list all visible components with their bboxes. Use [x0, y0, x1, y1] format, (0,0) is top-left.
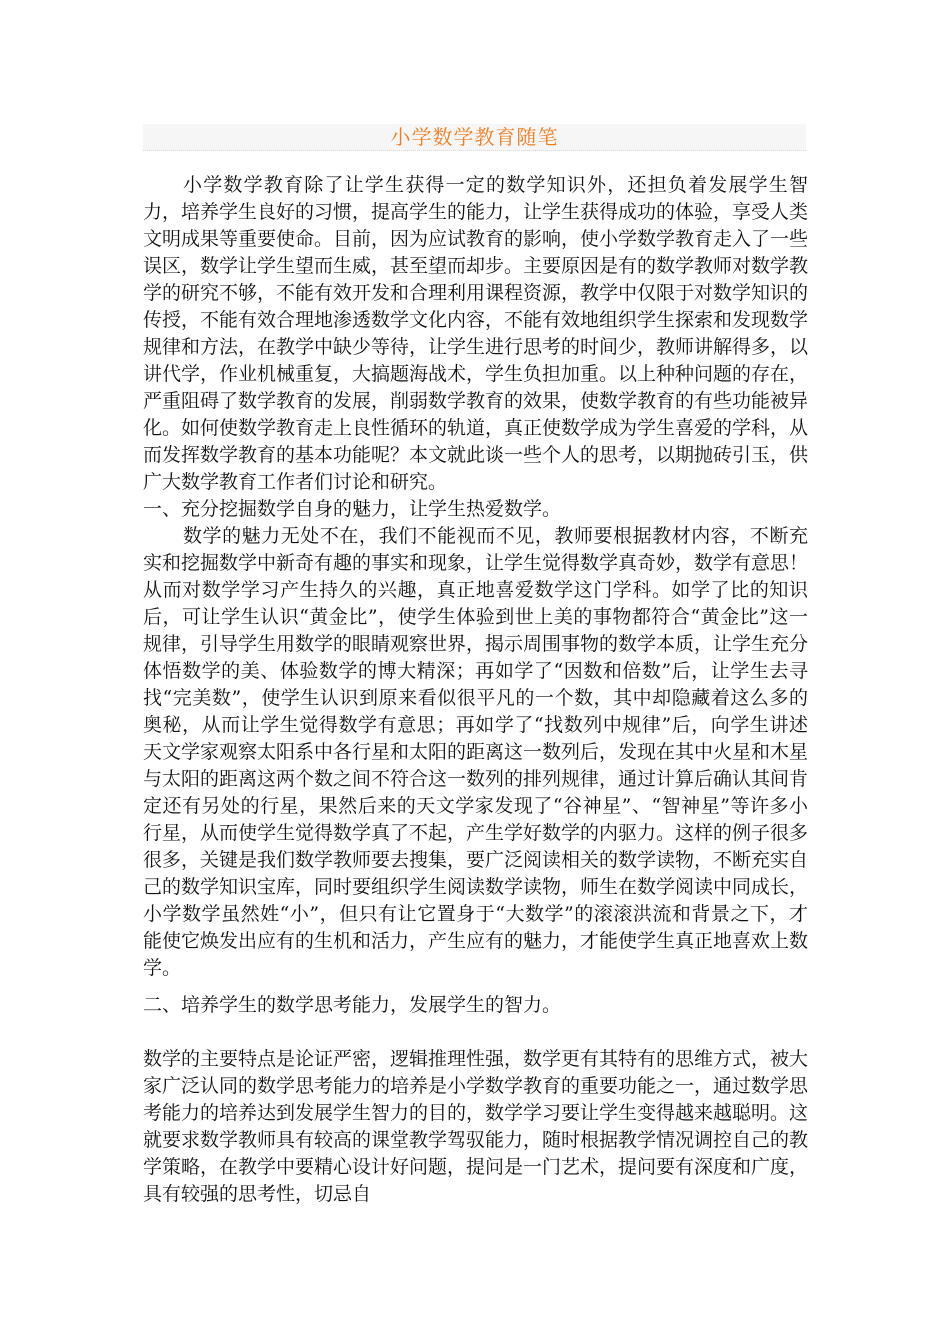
section-2-paragraph: 数学的主要特点是论证严密，逻辑推理性强，数学更有其特有的思维方式，被大家广泛认同的数学思考能力的培养是小学数学教育的重要功能之一，通过数学思考能力的培养达到发展学生智力的目的，数学学习要让学生变得越来越聪明。这就要求数学教师具有较高的课堂教学驾驭能力，随时根据教学情况调控自己的教学策略，在教学中要精心设计好问题，提问是一门艺术，提问要有深度和广度，具有较强的思考性，切忌自: [143, 1048, 809, 1205]
document-body: [143, 172, 808, 1208]
intro-paragraph: 小学数学教育除了让学生获得一定的数学知识外，还担负着发展学生智力，培养学生良好的习惯，提高学生的能力，让学生获得成功的体验，享受人类文明成果等重要使命。目前，因为应试教育的影响，使小学数学教育走入了一些误区，数学让学生望而生威，甚至望而却步。主要原因是有的数学教师对数学教学的研究不够，不能有效开发和合理利用课程资源，教学中仅限于对数学知识的传授，不能有效合理地渗透数学文化内容，不能有效地组织学生探索和发现数学规律和方法，在教学中缺少等待，让学生进行思考的时间少，教师讲解得多，以讲代学，作业机械重复，大搞题海战术，学生负担加重。以上种种问题的存在，严重阻碍了数学教育的发展，削弱数学教育的效果，使数学教育的有些功能被异化。如何使数学教育走上良性循环的轨道，真正使数学成为学生喜爱的学科，从而发挥数学教育的基本功能呢？本文就此谈一些个人的思考，以期抛砖引玉，供广大数学教育工作者们讨论和研究。: [143, 174, 809, 493]
section-1-paragraph: 数学的魅力无处不在，我们不能视而不见，教师要根据教材内容，不断充实和挖掘数学中新奇有趣的事实和现象，让学生觉得数学真奇妙，数学有意思！从而对数学学习产生持久的兴趣，真正地喜爱数学这门学科。如学了比的知识后，可让学生认识“黄金比”，使学生体验到世上美的事物都符合“黄金比”这一规律，引导学生用数学的眼睛观察世界，揭示周围事物的数学本质，让学生充分体悟数学的美、体验数学的博大精深；再如学了“因数和倍数”后，让学生去寻找“完美数”，使学生认识到原来看似很平凡的一个数，其中却隐藏着这么多的奥秘，从而让学生觉得数学有意思；再如学了“找数列中规律”后，向学生讲述天文学家观察太阳系中各行星和太阳的距离这一数列后，发现在其中火星和木星与太阳的距离这两个数之间不符合这一数列的排列规律，通过计算后确认其间肯定还有另处的行星，果然后来的天文学家发现了“谷神星”、“智神星”等许多小行星，从而使学生觉得数学真了不起，产生学好数学的内驱力。这样的例子很多很多，关键是我们数学教师要去搜集，要广泛阅读相关的数学读物，不断充实自己的数学知识宝库，同时要组织学生阅读数学读物，师生在数学阅读中同成长，小学数学虽然姓“小”，但只有让它置身于“大数学”的滚滚洪流和背景之下，才能使它焕发出应有的生机和活力，产生应有的魅力，才能使学生真正地喜欢上数学。: [143, 525, 809, 979]
section-heading-2: 二、培养学生的数学思考能力，发展学生的智力。: [143, 994, 562, 1016]
document-title: 小学数学教育随笔: [390, 125, 559, 149]
section-heading-1: 一、充分挖掘数学自身的魅力，让学生热爱数学。: [143, 498, 562, 520]
